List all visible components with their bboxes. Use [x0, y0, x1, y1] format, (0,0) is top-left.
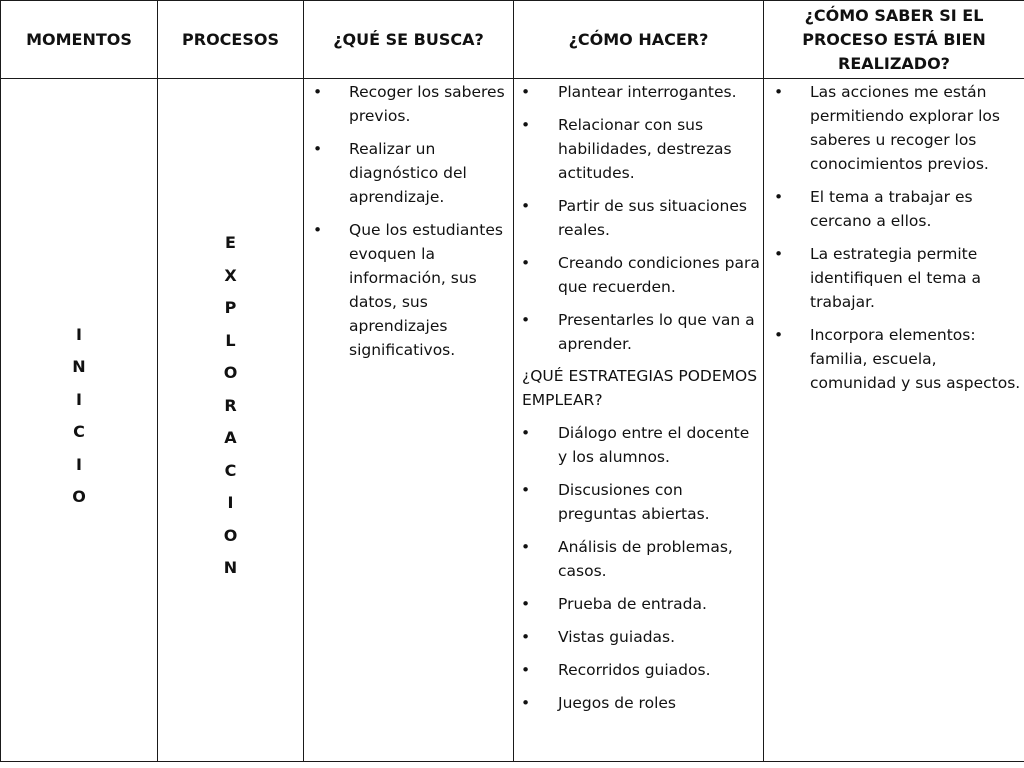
- bullet-icon: •: [774, 83, 784, 101]
- list-item: [304, 137, 513, 209]
- bullet-icon: •: [313, 140, 323, 158]
- vertical-letter: N: [72, 357, 86, 376]
- list-item: [764, 80, 1024, 176]
- list-item-text: Incorpora elementos: familia, escuela, comunidad y sus aspectos.: [810, 326, 1021, 392]
- body-row: [1, 79, 1024, 762]
- estrategias-heading: ¿QUÉ ESTRATEGIAS PODEMOS EMPLEAR?: [522, 367, 758, 409]
- como-saber-list: [764, 80, 1024, 395]
- list-item: [514, 80, 763, 104]
- list-item-text: Discusiones con preguntas abiertas.: [558, 481, 710, 523]
- bullet-icon: •: [521, 424, 531, 442]
- header-row: [1, 1, 1024, 79]
- vertical-letter: O: [72, 487, 86, 506]
- que-se-busca-cell: [304, 79, 514, 762]
- vertical-letter: R: [224, 395, 237, 415]
- vertical-letter: O: [223, 525, 238, 545]
- header-como-hacer: ¿CÓMO HACER?: [514, 1, 764, 79]
- list-item-text: La estrategia permite identifiquen el tema a trabajar.: [810, 245, 982, 311]
- list-item: [514, 625, 763, 649]
- bullet-icon: •: [774, 326, 784, 344]
- list-item-text: Realizar un diagnóstico del aprendizaje.: [349, 140, 467, 206]
- header-como-saber: ¿CÓMO SABER SI EL PROCESO ESTÁ BIEN REALIZADO?: [764, 1, 1024, 79]
- bullet-icon: •: [521, 311, 531, 329]
- list-item: [514, 691, 763, 715]
- bullet-icon: •: [521, 83, 531, 101]
- estrategias-list: [514, 421, 763, 715]
- list-item-text: Creando condiciones para que recuerden.: [558, 254, 760, 296]
- vertical-letter: C: [73, 422, 85, 441]
- list-item-text: Juegos de roles: [558, 694, 676, 712]
- list-item: [514, 113, 763, 185]
- list-item-text: Análisis de problemas, casos.: [558, 538, 733, 580]
- que-se-busca-list: [304, 80, 513, 362]
- vertical-letter: A: [224, 428, 237, 448]
- como-saber-cell: [764, 79, 1024, 762]
- bullet-icon: •: [774, 188, 784, 206]
- list-item: [514, 194, 763, 242]
- vertical-letter: P: [224, 298, 237, 318]
- list-item: [304, 80, 513, 128]
- header-procesos: PROCESOS: [158, 1, 304, 79]
- bullet-icon: •: [521, 116, 531, 134]
- bullet-icon: •: [521, 694, 531, 712]
- bullet-icon: •: [521, 254, 531, 272]
- vertical-letter: I: [76, 454, 82, 474]
- list-item-text: Recoger los saberes previos.: [349, 83, 505, 125]
- vertical-letter: C: [224, 460, 237, 480]
- list-item: [514, 308, 763, 356]
- como-hacer-list: [514, 80, 763, 356]
- list-item-text: Vistas guiadas.: [558, 628, 676, 646]
- bullet-icon: •: [521, 661, 531, 679]
- como-hacer-cell: [514, 79, 764, 762]
- header-que-se-busca: ¿QUÉ SE BUSCA?: [304, 1, 514, 79]
- vertical-letter: E: [225, 233, 236, 253]
- list-item-text: Plantear interrogantes.: [558, 83, 737, 101]
- bullet-icon: •: [521, 628, 531, 646]
- proceso-vertical-text: [158, 227, 303, 585]
- momento-cell: [1, 79, 158, 762]
- vertical-letter: I: [76, 324, 82, 344]
- list-item: [514, 658, 763, 682]
- momento-vertical-text: [1, 319, 157, 514]
- list-item: [764, 323, 1024, 395]
- list-item-text: Diálogo entre el docente y los alumnos.: [558, 424, 750, 466]
- vertical-letter: I: [227, 493, 234, 513]
- bullet-icon: •: [521, 538, 531, 556]
- list-item: [764, 242, 1024, 314]
- vertical-letter: N: [223, 558, 238, 578]
- bullet-icon: •: [521, 197, 531, 215]
- list-item-text: Relacionar con sus habilidades, destrezas actitudes.: [558, 116, 732, 182]
- list-item: [514, 421, 763, 469]
- list-item: [304, 218, 513, 362]
- list-item-text: Presentarles lo que van a aprender.: [558, 311, 755, 353]
- proceso-cell: [158, 79, 304, 762]
- bullet-icon: •: [774, 245, 784, 263]
- vertical-letter: I: [76, 389, 82, 409]
- bullet-icon: •: [521, 481, 531, 499]
- list-item: [514, 535, 763, 583]
- list-item-text: El tema a trabajar es cercano a ellos.: [810, 188, 973, 230]
- list-item-text: Partir de sus situaciones reales.: [558, 197, 747, 239]
- bullet-icon: •: [313, 221, 323, 239]
- list-item-text: Prueba de entrada.: [558, 595, 707, 613]
- list-item-text: Que los estudiantes evoquen la información, sus datos, sus aprendizajes significativos.: [349, 221, 503, 359]
- list-item: [764, 185, 1024, 233]
- list-item: [514, 478, 763, 526]
- vertical-letter: O: [223, 363, 238, 383]
- list-item: [514, 592, 763, 616]
- header-momentos: MOMENTOS: [1, 1, 158, 79]
- bullet-icon: •: [521, 595, 531, 613]
- vertical-letter: L: [225, 330, 236, 350]
- vertical-letter: X: [224, 265, 237, 285]
- list-item: [514, 251, 763, 299]
- list-item-text: Las acciones me están permitiendo explorar los saberes u recoger los conocimientos previos.: [810, 83, 1000, 173]
- list-item-text: Recorridos guiados.: [558, 661, 711, 679]
- bullet-icon: •: [313, 83, 323, 101]
